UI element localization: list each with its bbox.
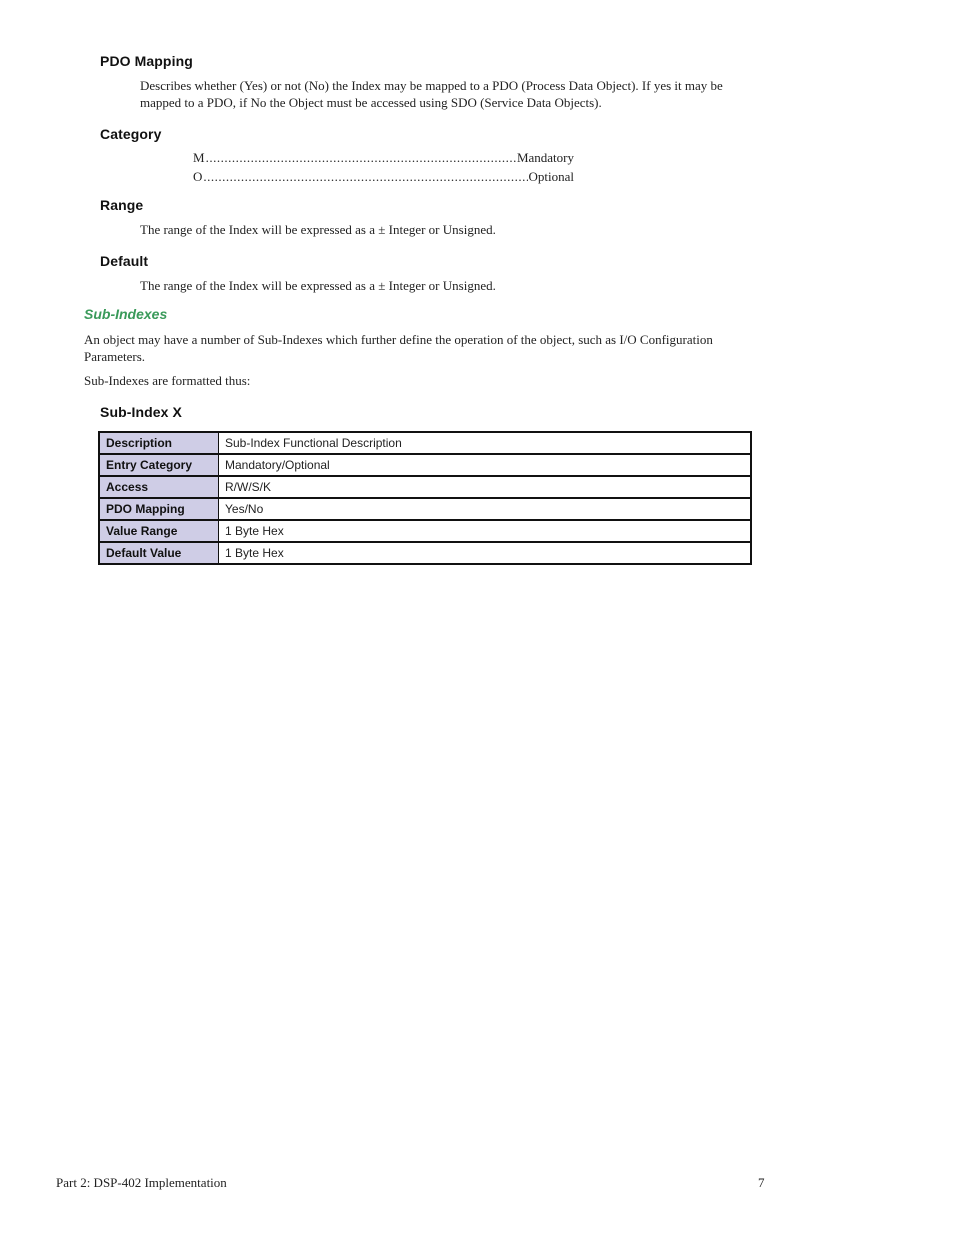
page-number: 7 [758, 1175, 765, 1190]
row-key: Entry Category [99, 454, 219, 476]
row-value: R/W/S/K [219, 476, 752, 498]
pdo-mapping-line-2: mapped to a PDO, if No the Object must be accessed using SDO (Service Data Objects). [140, 95, 602, 110]
sub-indexes-line-2: Parameters. [84, 349, 146, 364]
default-heading: Default [100, 253, 149, 269]
table-row [99, 454, 751, 476]
default-description: The range of the Index will be expressed as a ± Integer or Unsigned. [140, 278, 496, 293]
footer-section-title: Part 2: DSP-402 Implementation [56, 1175, 227, 1190]
category-code: O [193, 169, 203, 184]
sub-indexes-format-note: Sub-Indexes are formatted thus: [84, 373, 251, 388]
sub-indexes-paragraph [84, 331, 784, 365]
row-key: Access [99, 476, 219, 498]
row-value: Mandatory/Optional [219, 454, 752, 476]
row-key: Default Value [99, 542, 219, 564]
table-row [99, 498, 751, 520]
category-meaning: Mandatory [516, 150, 574, 165]
dot-leader [206, 150, 516, 166]
range-heading: Range [100, 197, 144, 213]
sub-index-x-heading: Sub-Index X [100, 404, 182, 420]
table-row [99, 542, 751, 564]
pdo-mapping-heading: PDO Mapping [100, 53, 193, 69]
pdo-mapping-line-1: Describes whether (Yes) or not (No) the Index may be mapped to a PDO (Process Data Object). If yes it may be [140, 78, 723, 93]
category-heading: Category [100, 126, 162, 142]
category-code: M [193, 150, 205, 165]
table-row [99, 520, 751, 542]
row-value: 1 Byte Hex [219, 520, 752, 542]
row-value: 1 Byte Hex [219, 542, 752, 564]
sub-index-table [98, 431, 752, 565]
row-key: PDO Mapping [99, 498, 219, 520]
category-entry-optional [193, 169, 574, 187]
category-meaning: Optional [528, 169, 574, 184]
row-value: Sub-Index Functional Description [219, 432, 752, 454]
table-row [99, 476, 751, 498]
row-value: Yes/No [219, 498, 752, 520]
pdo-mapping-description [140, 77, 780, 111]
category-entry-mandatory [193, 150, 574, 168]
table-row [99, 432, 751, 454]
sub-indexes-heading: Sub-Indexes [84, 306, 168, 322]
dot-leader [203, 169, 527, 185]
range-description: The range of the Index will be expressed as a ± Integer or Unsigned. [140, 222, 496, 237]
sub-indexes-line-1: An object may have a number of Sub-Indexes which further define the operation of the object, such as I/O Configuration [84, 332, 713, 347]
row-key: Value Range [99, 520, 219, 542]
row-key: Description [99, 432, 219, 454]
